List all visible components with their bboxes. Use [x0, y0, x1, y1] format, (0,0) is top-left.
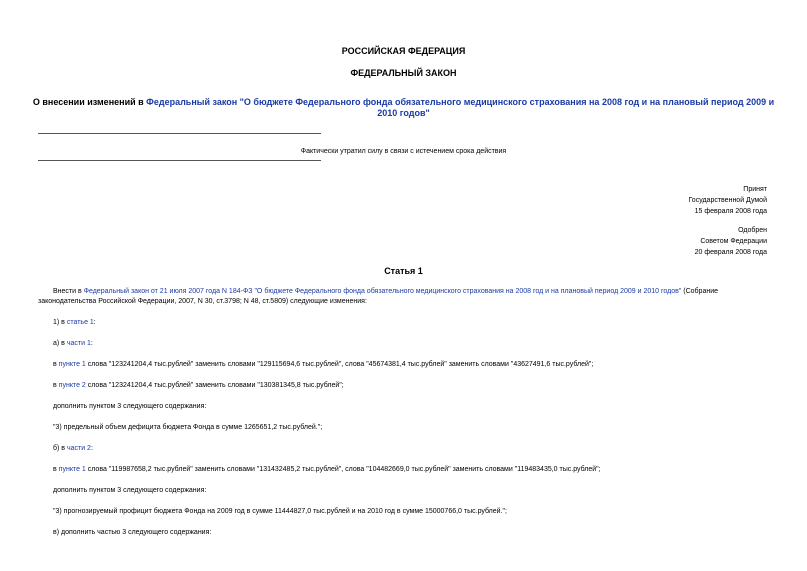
a1-prefix: в	[53, 361, 59, 368]
item-a-suffix: :	[90, 340, 93, 347]
item-1	[53, 318, 96, 327]
a2-suffix: слова "123241204,4 тыс.рублей" заменить словами "130381345,8 тыс.рублей";	[85, 382, 344, 389]
accepted-by: Государственной Думой	[688, 197, 767, 204]
item-b-add-point-3: дополнить пунктом 3 следующего содержания:	[53, 487, 207, 494]
item-b-point-3-text: "3) прогнозируемый профицит бюджета Фонда на 2009 год в сумме 11444827,0 тыс.рублей и на 2010 год в сумме 15000766,0 тыс.рублей.";	[53, 508, 507, 515]
article-1-link[interactable]: статье 1	[66, 319, 94, 326]
approved-by: Советом Федерации	[700, 238, 767, 245]
part-1-link[interactable]: части 1	[66, 340, 91, 347]
part-2-link[interactable]: части 2	[66, 445, 91, 452]
intro-suffix: (Собрание	[681, 288, 719, 295]
item-a-point-3-text: "3) предельный объем дефицита бюджета Фонда в сумме 1265651,2 тыс.рублей.";	[53, 424, 323, 431]
item-b-point-1	[53, 465, 601, 474]
law-title-prefix: О внесении изменений в	[32, 97, 147, 107]
top-divider	[38, 133, 321, 134]
intro-line1	[53, 287, 718, 296]
approved-date: 20 февраля 2008 года	[694, 249, 767, 256]
b1-prefix: в	[53, 466, 59, 473]
a-point-1-link[interactable]: пункте 1	[58, 361, 86, 368]
item-b-prefix: б) в	[53, 445, 67, 452]
a2-prefix: в	[53, 382, 59, 389]
accepted-label: Принят	[743, 186, 767, 193]
law-title-link[interactable]: Федеральный закон "О бюджете Федерального фонда обязательного медицинского страхования на 2008 год и на плановый период 2009 и	[146, 97, 775, 107]
intro-line2: законодательства Российской Федерации, 2007, N 30, ст.3798; N 48, ст.5809) следующие изменения:	[38, 298, 367, 305]
b1-suffix: слова "119987658,2 тыс.рублей" заменить словами "131432485,2 тыс.рублей", слова "104482669,0 тыс.рублей" заменить словами "119483435,0 тыс.рублей";	[85, 466, 601, 473]
item-b	[53, 444, 93, 453]
item-a	[53, 339, 93, 348]
item-a-prefix: а) в	[53, 340, 67, 347]
a1-suffix: слова "123241204,4 тыс.рублей" заменить словами "129115694,6 тыс.рублей", слова "45674381,4 тыс.рублей" заменить словами "43627491,6 тыс.рублей";	[85, 361, 594, 368]
item-a-point-2	[53, 381, 344, 390]
b-point-1-link[interactable]: пункте 1	[58, 466, 86, 473]
country-heading: РОССИЙСКАЯ ФЕДЕРАЦИЯ	[341, 46, 466, 56]
status-note: Фактически утратил силу в связи с истечением срока действия	[300, 148, 507, 155]
a-point-2-link[interactable]: пункте 2	[58, 382, 86, 389]
law-title-line2	[0, 108, 807, 118]
bottom-divider	[38, 160, 321, 161]
intro-prefix: Внести в	[53, 288, 84, 295]
item-b-suffix: :	[90, 445, 93, 452]
intro-law-link[interactable]: Федеральный закон от 21 июля 2007 года N 184-ФЗ "О бюджете Федерального фонда обязательного медицинского страхования на 2008 год и на плановый период 2009 и 2010 годов"	[83, 288, 682, 295]
approved-label: Одобрен	[738, 227, 767, 234]
item-c: в) дополнить частью 3 следующего содержания:	[53, 529, 212, 536]
item-a-add-point-3: дополнить пунктом 3 следующего содержания:	[53, 403, 207, 410]
accepted-date: 15 февраля 2008 года	[694, 208, 767, 215]
law-title-line1	[0, 97, 807, 107]
item-1-suffix: :	[93, 319, 96, 326]
item-1-prefix: 1) в	[53, 319, 67, 326]
item-a-point-1	[53, 360, 593, 369]
article-heading: Статья 1	[384, 266, 423, 276]
law-title-link-continued[interactable]: 2010 годов"	[377, 108, 430, 118]
doc-type-heading: ФЕДЕРАЛЬНЫЙ ЗАКОН	[350, 68, 457, 78]
